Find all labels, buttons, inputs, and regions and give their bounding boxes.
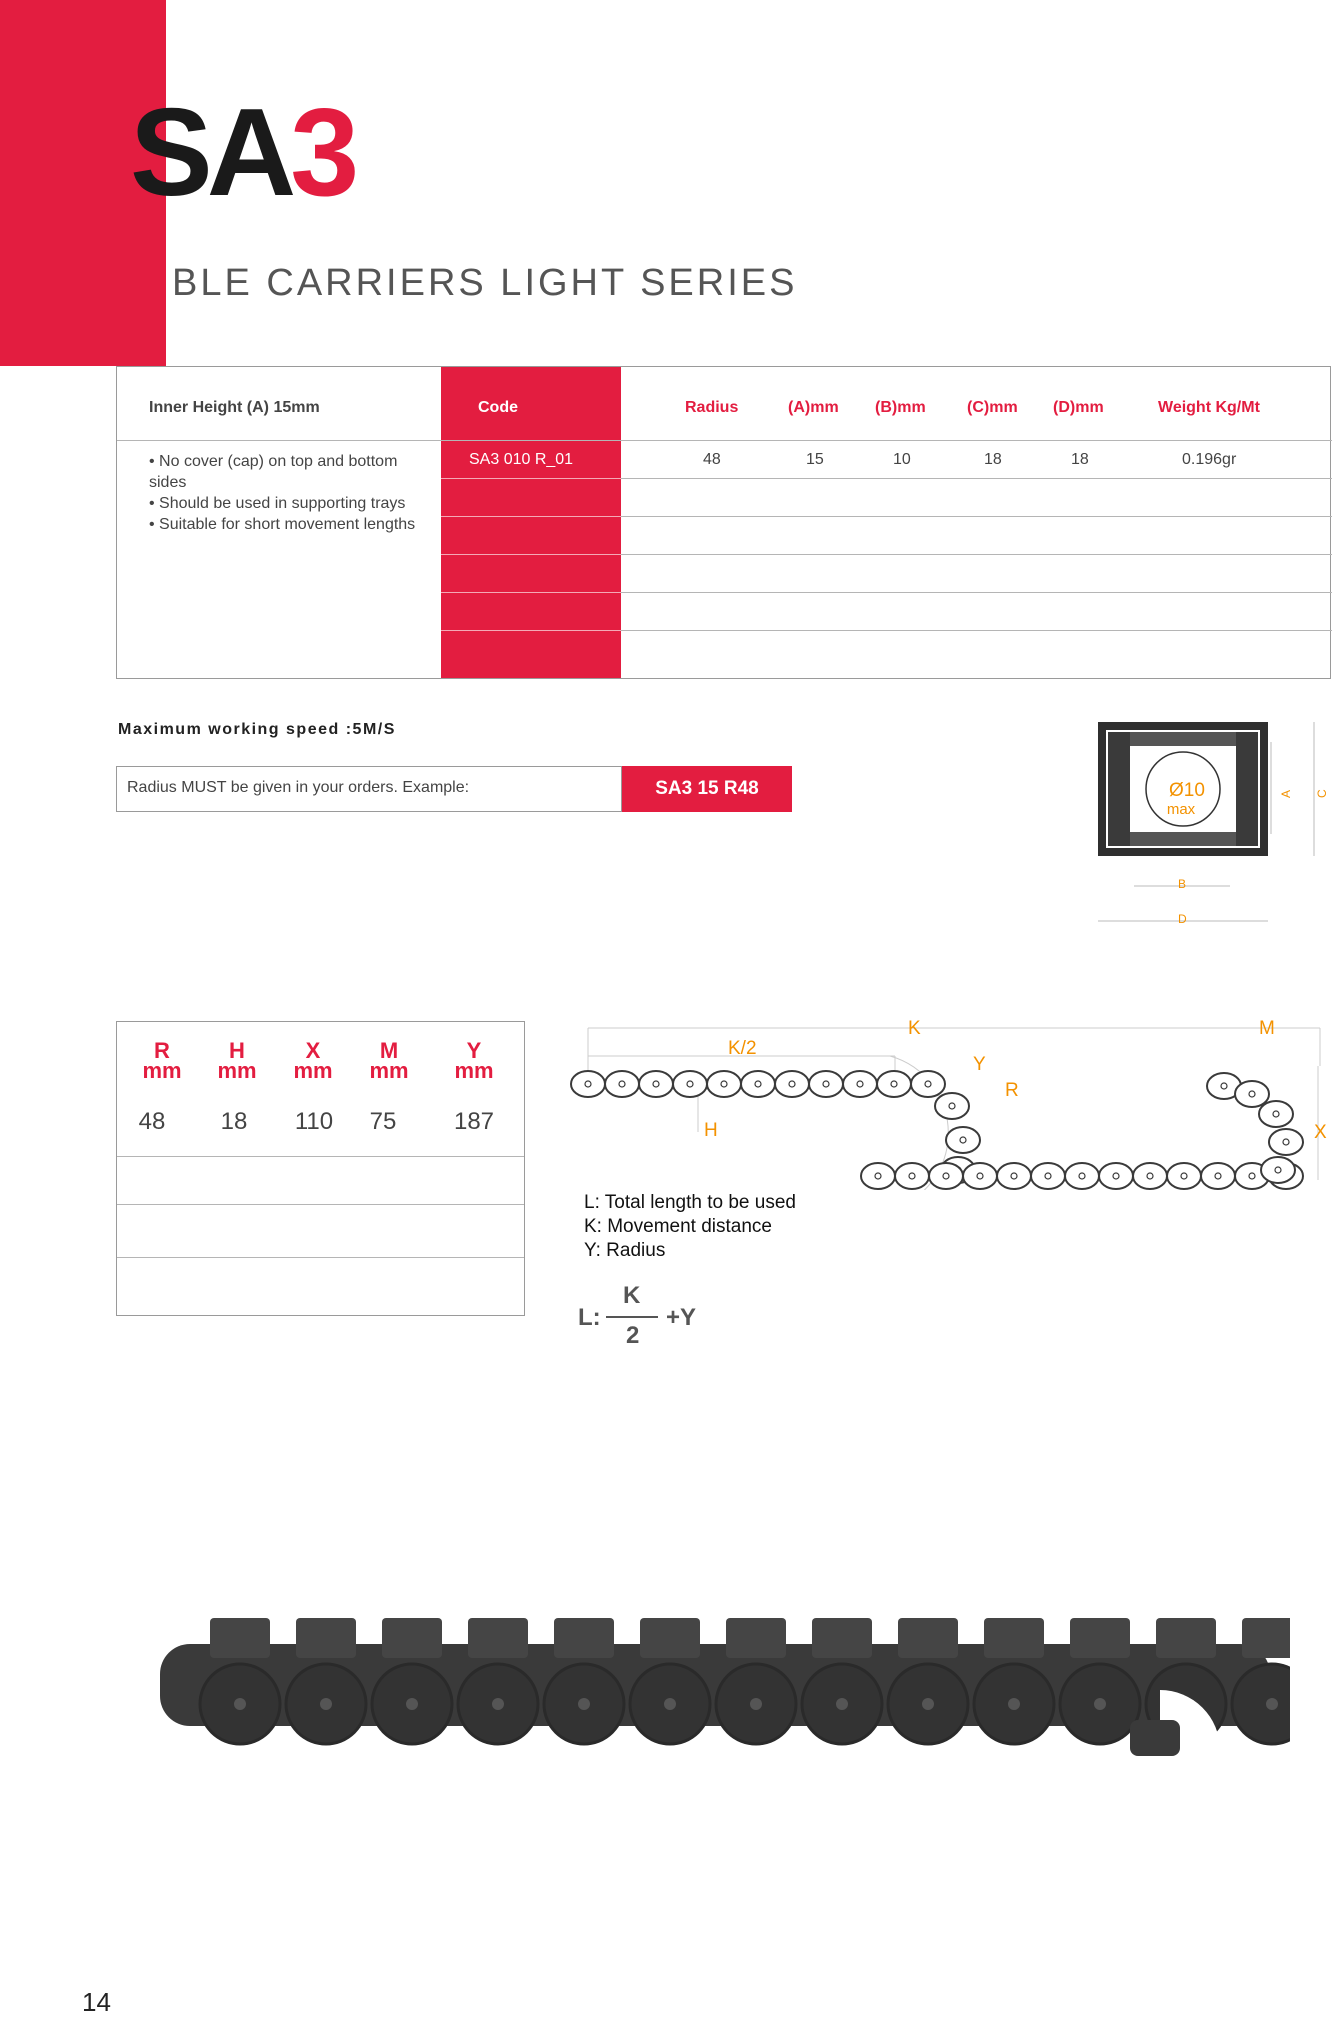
feature-list bbox=[149, 451, 439, 535]
dim-value-y: 187 bbox=[453, 1108, 495, 1135]
link-top bbox=[468, 1618, 528, 1658]
dim-header-y: Y mm bbox=[454, 1038, 494, 1083]
inner-height-label: Inner Height (A) 15mm bbox=[149, 399, 320, 416]
link-pin bbox=[750, 1698, 762, 1710]
link-pin bbox=[1094, 1698, 1106, 1710]
chain-side-diagram bbox=[560, 1010, 1332, 1190]
code-row-divider bbox=[441, 478, 621, 479]
chain-link bbox=[1167, 1163, 1201, 1189]
chain-link bbox=[946, 1127, 980, 1153]
link-top bbox=[1070, 1618, 1130, 1658]
link-top bbox=[640, 1618, 700, 1658]
code-row-divider bbox=[441, 592, 621, 593]
chain-link bbox=[997, 1163, 1031, 1189]
link-pin bbox=[578, 1698, 590, 1710]
link-top bbox=[812, 1618, 872, 1658]
series-title bbox=[0, 78, 600, 228]
chain-link bbox=[775, 1071, 809, 1097]
link-top bbox=[726, 1618, 786, 1658]
label-k2: K/2 bbox=[728, 1038, 757, 1059]
max-speed-label: Maximum working speed :5M/S bbox=[118, 721, 396, 738]
code-header: Code bbox=[478, 399, 518, 416]
chain-link bbox=[1065, 1163, 1099, 1189]
dim-value-r: 48 bbox=[138, 1108, 166, 1135]
feature-item: • No cover (cap) on top and bottom sides bbox=[149, 453, 398, 491]
row-divider bbox=[621, 592, 1332, 593]
right-wall bbox=[1236, 732, 1258, 846]
dim-value-x: 110 bbox=[294, 1108, 334, 1135]
link-top bbox=[898, 1618, 958, 1658]
series-code-red: 3 bbox=[290, 84, 354, 222]
chain-link bbox=[935, 1093, 969, 1119]
row-divider bbox=[117, 1204, 524, 1205]
dim-value-m: 75 bbox=[369, 1108, 397, 1135]
chain-link bbox=[741, 1071, 775, 1097]
legend bbox=[584, 1191, 796, 1263]
dim-label-c: C bbox=[1315, 789, 1329, 798]
dim-header-h: H mm bbox=[217, 1038, 257, 1083]
chain-link bbox=[1259, 1101, 1293, 1127]
order-note-text: Radius MUST be given in your orders. Example: bbox=[127, 779, 470, 796]
link-pin bbox=[320, 1698, 332, 1710]
chain-link bbox=[1269, 1129, 1303, 1155]
dim-header-x: X mm bbox=[293, 1038, 333, 1083]
col-b-header: (B)mm bbox=[875, 399, 926, 416]
code-row-divider bbox=[441, 554, 621, 555]
code-value: SA3 010 R_01 bbox=[469, 451, 574, 468]
code-row-divider bbox=[441, 516, 621, 517]
row-divider bbox=[621, 554, 1332, 555]
series-subtitle: BLE CARRIERS LIGHT SERIES bbox=[172, 262, 798, 304]
chain-link bbox=[707, 1071, 741, 1097]
spec-table bbox=[116, 366, 1331, 679]
length-formula bbox=[578, 1282, 728, 1352]
link-top bbox=[1156, 1618, 1216, 1658]
dim-label-a: A bbox=[1279, 789, 1293, 798]
chain-link bbox=[877, 1071, 911, 1097]
link-pin bbox=[664, 1698, 676, 1710]
label-r: R bbox=[1005, 1080, 1019, 1101]
chain-link bbox=[1261, 1157, 1295, 1183]
page-number: 14 bbox=[82, 1987, 111, 2017]
c-value: 18 bbox=[984, 451, 1002, 468]
fraction-bar bbox=[606, 1316, 658, 1318]
chain-link bbox=[673, 1071, 707, 1097]
row-divider bbox=[117, 1156, 524, 1157]
chain-link bbox=[1031, 1163, 1065, 1189]
chain-link bbox=[929, 1163, 963, 1189]
feature-item: • Should be used in supporting trays bbox=[149, 495, 406, 512]
link-top bbox=[984, 1618, 1044, 1658]
left-wall bbox=[1108, 732, 1130, 846]
chain-link bbox=[963, 1163, 997, 1189]
label-y: Y bbox=[973, 1054, 986, 1075]
formula-two: 2 bbox=[626, 1322, 640, 1349]
dim-header-m: M mm bbox=[369, 1038, 409, 1083]
code-column bbox=[441, 367, 621, 678]
header-divider bbox=[117, 440, 1332, 441]
formula-y: +Y bbox=[666, 1304, 697, 1331]
order-example-badge: SA3 15 R48 bbox=[622, 766, 792, 812]
legend-item: L: Total length to be used bbox=[584, 1192, 796, 1213]
chain-link bbox=[911, 1071, 945, 1097]
link-pin bbox=[406, 1698, 418, 1710]
link-pin bbox=[492, 1698, 504, 1710]
radius-value: 48 bbox=[703, 451, 721, 468]
link-top bbox=[1242, 1618, 1290, 1658]
link-pin bbox=[836, 1698, 848, 1710]
dim-label-d: D bbox=[1178, 912, 1187, 926]
formula-l: L: bbox=[578, 1304, 601, 1331]
chain-link bbox=[1099, 1163, 1133, 1189]
legend-item: K: Movement distance bbox=[584, 1216, 772, 1237]
row-divider bbox=[117, 1257, 524, 1258]
chain-link bbox=[605, 1071, 639, 1097]
dim-header-r: R mm bbox=[142, 1038, 182, 1083]
formula-k: K bbox=[623, 1282, 641, 1309]
col-d-header: (D)mm bbox=[1053, 399, 1104, 416]
link-top bbox=[554, 1618, 614, 1658]
weight-value: 0.196gr bbox=[1182, 451, 1237, 468]
link-top bbox=[210, 1618, 270, 1658]
row-divider bbox=[621, 516, 1332, 517]
chain-link bbox=[895, 1163, 929, 1189]
label-m: M bbox=[1259, 1018, 1275, 1039]
link-pin bbox=[1266, 1698, 1278, 1710]
row-divider bbox=[621, 630, 1332, 631]
col-weight-header: Weight Kg/Mt bbox=[1158, 399, 1260, 416]
link-pin bbox=[1008, 1698, 1020, 1710]
chain-link bbox=[809, 1071, 843, 1097]
col-radius-header: Radius bbox=[685, 399, 739, 416]
label-h: H bbox=[704, 1120, 718, 1141]
chain-link bbox=[1235, 1081, 1269, 1107]
code-row-divider bbox=[441, 630, 621, 631]
chain-link bbox=[861, 1163, 895, 1189]
chain-product-photo bbox=[150, 1600, 1290, 1770]
col-a-header: (A)mm bbox=[788, 399, 839, 416]
col-c-header: (C)mm bbox=[967, 399, 1018, 416]
row-divider bbox=[621, 478, 1332, 479]
diameter-label: Ø10 bbox=[1169, 780, 1205, 801]
chain-links bbox=[571, 1071, 1303, 1189]
chain-link bbox=[571, 1071, 605, 1097]
photo-links bbox=[160, 1618, 1290, 1756]
dim-value-h: 18 bbox=[220, 1108, 248, 1135]
chain-link bbox=[1201, 1163, 1235, 1189]
end-bracket bbox=[1130, 1720, 1180, 1756]
cross-section-drawing bbox=[1090, 716, 1332, 928]
feature-item: • Suitable for short movement lengths bbox=[149, 516, 416, 533]
bottom-bar bbox=[1130, 832, 1236, 846]
chain-link bbox=[1133, 1163, 1167, 1189]
link-top bbox=[296, 1618, 356, 1658]
a-value: 15 bbox=[806, 451, 824, 468]
series-code-black: SA bbox=[130, 84, 291, 222]
chain-link bbox=[639, 1071, 673, 1097]
link-pin bbox=[922, 1698, 934, 1710]
label-k: K bbox=[908, 1018, 921, 1039]
dimensions-table bbox=[116, 1021, 525, 1316]
max-label: max bbox=[1166, 801, 1196, 818]
link-pin bbox=[234, 1698, 246, 1710]
b-value: 10 bbox=[893, 451, 911, 468]
top-bar bbox=[1130, 732, 1236, 746]
dim-label-b: B bbox=[1178, 877, 1187, 891]
label-x: X bbox=[1314, 1122, 1327, 1143]
d-value: 18 bbox=[1071, 451, 1089, 468]
legend-item: Y: Radius bbox=[584, 1240, 666, 1261]
chain-link bbox=[843, 1071, 877, 1097]
link-top bbox=[382, 1618, 442, 1658]
